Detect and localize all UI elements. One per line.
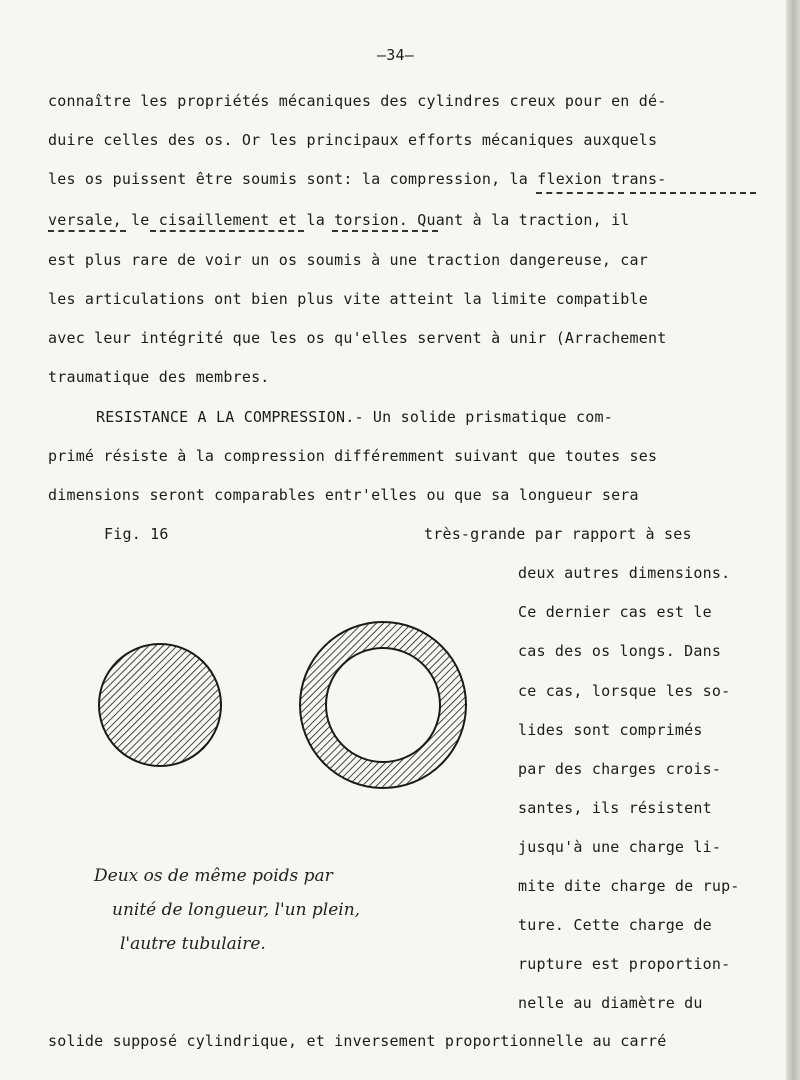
solid-bone-section: [99, 644, 221, 766]
figure-16-illustration: [85, 610, 505, 810]
text-line: solide supposé cylindrique, et inversement proportionnelle au carré: [48, 1032, 667, 1050]
text-line: très-grande par rapport à ses: [424, 525, 692, 543]
text-line: les os puissent être soumis sont: la compression, la flexion trans-: [48, 170, 667, 188]
text-line: lides sont comprimés: [518, 721, 703, 739]
text-line: traumatique des membres.: [48, 368, 270, 386]
page-edge-shadow: [786, 0, 800, 1080]
text-line: santes, ils résistent: [518, 799, 712, 817]
text-line: primé résiste à la compression différemment suivant que toutes ses: [48, 447, 658, 465]
hollow-bone-section: [300, 622, 466, 788]
text-line: cas des os longs. Dans: [518, 642, 722, 660]
text-line: Un solide prismatique com-: [363, 408, 613, 426]
text-line: les articulations ont bien plus vite atteint la limite compatible: [48, 290, 648, 308]
caption-line: Deux os de même poids par: [94, 866, 333, 886]
caption-line: unité de longueur, l'un plein,: [112, 900, 361, 920]
section-heading: RESISTANCE A LA COMPRESSION.-: [96, 408, 364, 426]
text-line: par des charges crois-: [518, 760, 722, 778]
text-line: duire celles des os. Or les principaux efforts mécaniques auxquels: [48, 131, 658, 149]
text-line: est plus rare de voir un os soumis à une traction dangereuse, car: [48, 251, 648, 269]
page-number: —34—: [377, 46, 414, 64]
text-line: ture. Cette charge de: [518, 916, 712, 934]
figure-label: Fig. 16: [104, 525, 169, 543]
text-line: deux autres dimensions.: [518, 564, 731, 582]
text-line: connaître les propriétés mécaniques des cylindres creux pour en dé-: [48, 92, 667, 110]
text-line: mite dite charge de rup-: [518, 877, 740, 895]
section-heading-line: [96, 408, 613, 426]
text-line: rupture est proportion-: [518, 955, 731, 973]
caption-line: l'autre tubulaire.: [120, 934, 266, 954]
text-line: versale, le cisaillement et la torsion. Quant à la traction, il: [48, 211, 630, 229]
text-line: jusqu'à une charge li-: [518, 838, 722, 856]
text-line: ce cas, lorsque les so-: [518, 682, 731, 700]
text-line: dimensions seront comparables entr'elles ou que sa longueur sera: [48, 486, 639, 504]
text-line: Ce dernier cas est le: [518, 603, 712, 621]
text-line: avec leur intégrité que les os qu'elles servent à unir (Arrachement: [48, 329, 667, 347]
text-line: nelle au diamètre du: [518, 994, 703, 1012]
